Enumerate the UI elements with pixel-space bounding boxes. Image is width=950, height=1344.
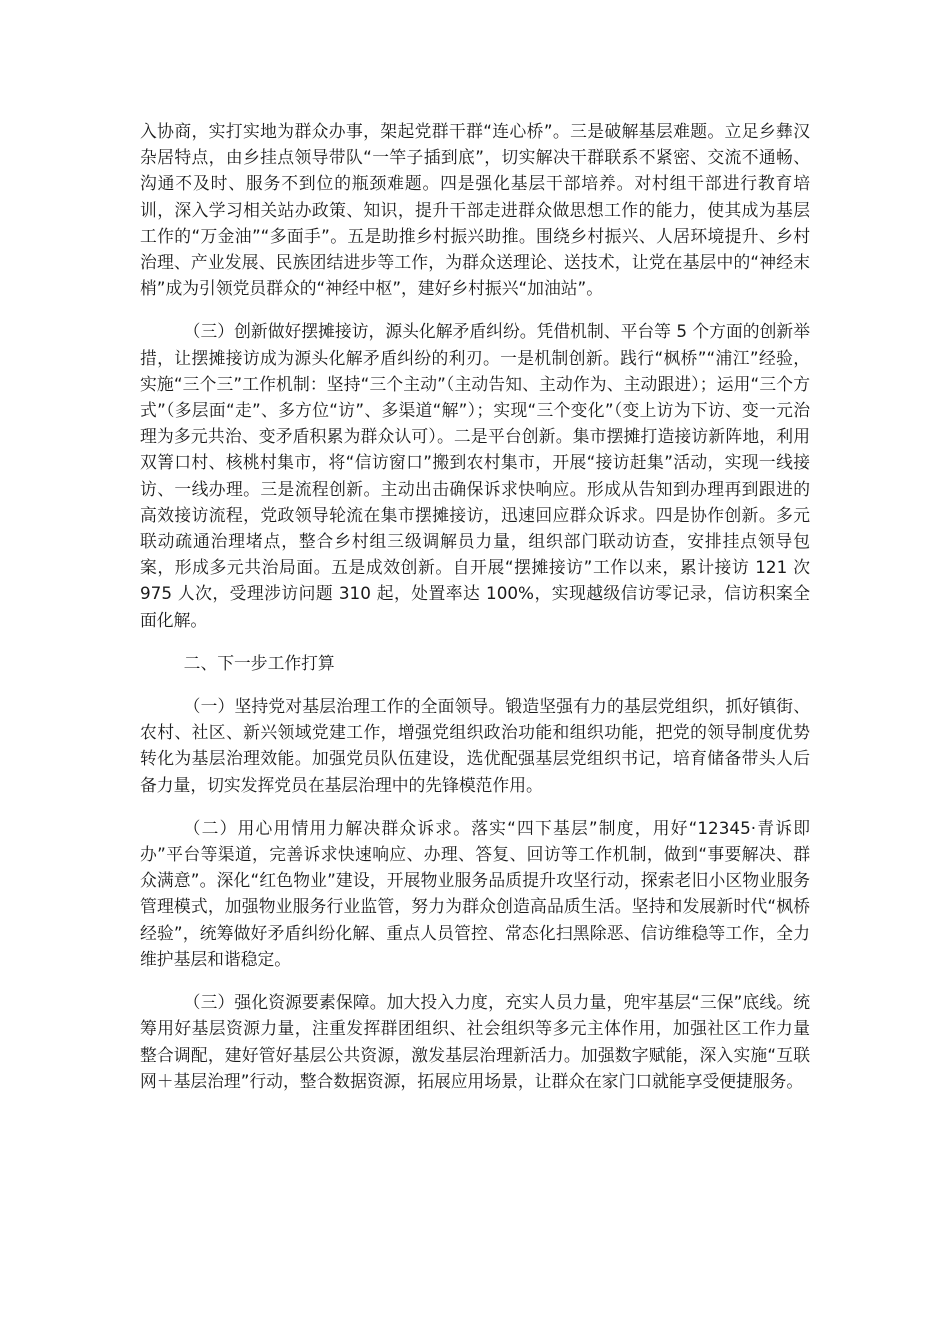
document-page — [140, 118, 810, 1111]
paragraph-public-appeals: （二）用心用情用力解决群众诉求。落实“四下基层”制度，用好“12345·青诉即办”平台等渠道，完善诉求快速响应、办理、答复、回访等工作机制，做到“事要解决、群众满意”。深化“红色物业”建设，开展物业服务品质提升攻坚行动，探索老旧小区物业服务管理模式，加强物业服务行业监管，努力为群众创造高品质生活。坚持和发展新时代“枫桥经验”，统筹做好矛盾纠纷化解、重点人员管控、常态化扫黑除恶、信访维稳等工作，全力维护基层和谐稳定。 — [140, 817, 810, 969]
paragraph-party-leadership: （一）坚持党对基层治理工作的全面领导。锻造坚强有力的基层党组织，抓好镇街、农村、社区、新兴领域党建工作，增强党组织政治功能和组织功能，把党的领导制度优势转化为基层治理效能。加强党员队伍建设，选优配强基层党组织书记，培育储备带头人后备力量，切实发挥党员在基层治理中的先锋模范作用。 — [140, 696, 810, 795]
paragraph-resource-guarantee: （三）强化资源要素保障。加大投入力度，充实人员力量，兜牢基层“三保”底线。统筹用好基层资源力量，注重发挥群团组织、社会组织等多元主体作用，加强社区工作力量整合调配，建好管好基层公共资源，激发基层治理新活力。加强数字赋能，深入实施“互联网＋基层治理”行动，整合数据资源，拓展应用场景，让群众在家门口就能享受便捷服务。 — [140, 992, 810, 1091]
section-heading-next-steps: 二、下一步工作打算 — [183, 652, 335, 673]
paragraph-continuation: 入协商，实打实地为群众办事，架起党群干群“连心桥”。三是破解基层难题。立足乡彝汉杂居特点，由乡挂点领导带队“一竿子插到底”，切实解决干群联系不紧密、交流不通畅、沟通不及时、服务不到位的瓶颈难题。四是强化基层干部培养。对村组干部进行教育培训，深入学习相关站办政策、知识，提升干部走进群众做思想工作的能力，使其成为基层工作的“万金油”“多面手”。五是助推乡村振兴助推。围绕乡村振兴、人居环境提升、乡村治理、产业发展、民族团结进步等工作，为群众送理论、送技术，让党在基层中的“神经末梢”成为引领党员群众的“神经中枢”，建好乡村振兴“加油站”。 — [140, 121, 810, 299]
paragraph-petition-innovation: （三）创新做好摆摊接访，源头化解矛盾纠纷。凭借机制、平台等 5 个方面的创新举措，让摆摊接访成为源头化解矛盾纠纷的利刃。一是机制创新。践行“枫桥”“浦江”经验，实施“三个三”工作机制：坚持“三个主动”（主动告知、主动作为、主动跟进）；运用“三个方式”（多层面“走”、多方位“访”、多渠道“解”）；实现“三个变化”（变上访为下访、变一元治理为多元共治、变矛盾积累为群众认可）。二是平台创新。集市摆摊打造接访新阵地，利用双箐口村、核桃村集市，将“信访窗口”搬到农村集市，开展“接访赶集”活动，实现一线接访、一线办理。三是流程创新。主动出击确保诉求快响应。形成从告知到办理再到跟进的高效接访流程，党政领导轮流在集市摆摊接访，迅速回应群众诉求。四是协作创新。多元联动疏通治理堵点，整合乡村组三级调解员力量，组织部门联动访查，安排挂点领导包案，形成多元共治局面。五是成效创新。自开展“摆摊接访”工作以来，累计接访 121 次 975 人次，受理涉访问题 310 起，处置率达 100%，实现越级信访零记录，信访积案全面化解。 — [140, 321, 810, 630]
